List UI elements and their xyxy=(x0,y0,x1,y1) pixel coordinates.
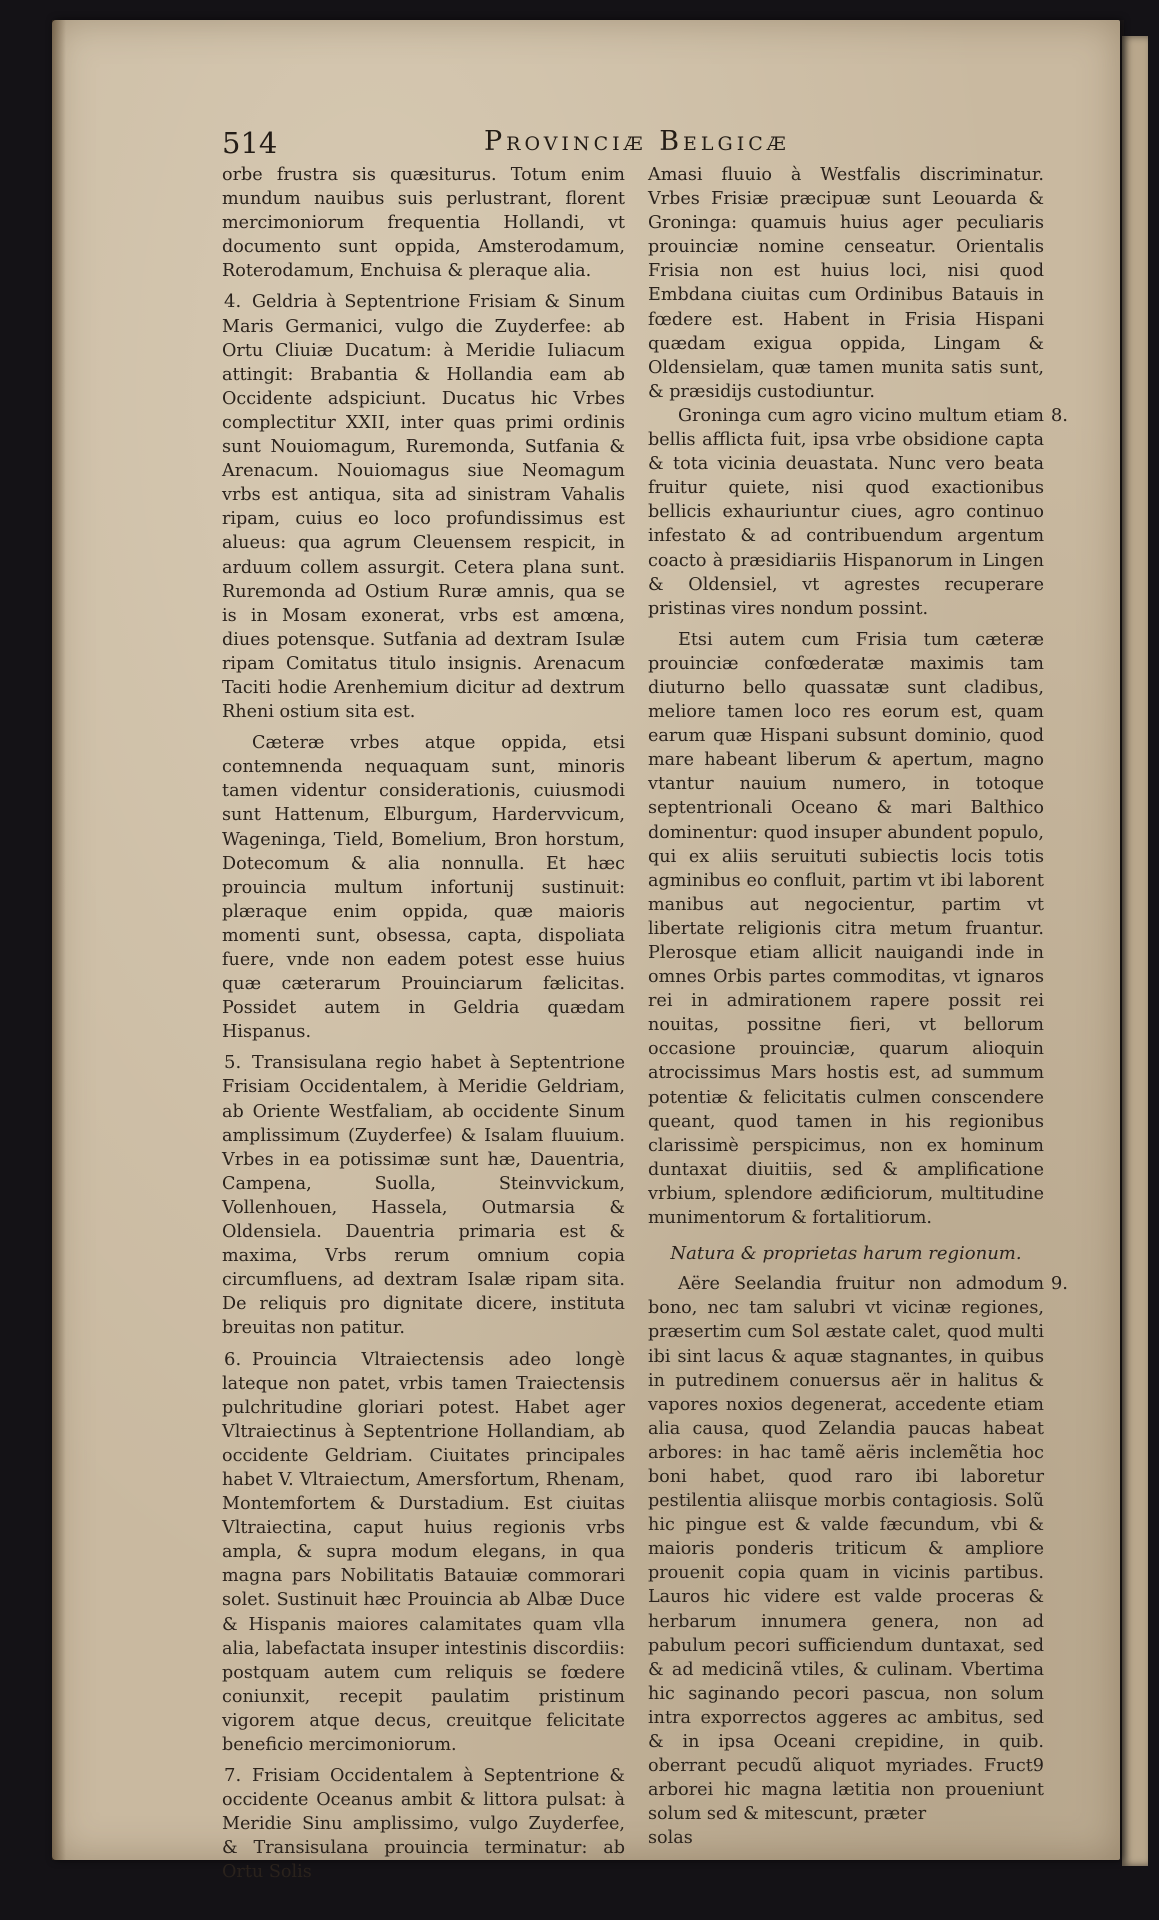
catchword: solas xyxy=(648,1828,693,1849)
left-column xyxy=(222,163,625,1885)
running-title: Provinciæ Belgicæ xyxy=(484,126,790,157)
paragraph: Cæteræ vrbes atque oppida, etsi contemnenda nequaquam sunt, minoris tamen videntur considerationis, cuiusmodi sunt Hattenum, Elburgum, Hardervvicum, Wageninga, Tield, Bomelium, Bron horstum, Dotecomum & alia nonnulla. Et hæc prouincia multum infortunij sustinuit: plæraque enim oppida, quæ maioris momenti sunt, obsessa, capta, dispoliata fuere, vnde non eadem potest esse huius quæ cæterarum Prouinciarum fælicitas. Possidet autem in Geldria quædam Hispanus. xyxy=(222,733,625,1043)
paragraph-8: 8. Groninga cum agro vicino multum etiam bellis afflicta fuit, ipsa vrbe obsidione capta & tota vicinia deuastata. Nunc vero beata fruitur quiete, nisi quod exactionibus bellicis exhauriuntur ciues, agro continuo infestato & ad contribuendum argentum coacto à præsidiariis Hispanorum in Lingen & Oldensiel, vt agrestes recuperare pristinas vires nondum possint. xyxy=(648,404,1068,619)
page-number: 514 xyxy=(222,126,278,160)
paragraph: orbe frustra sis quæsiturus. Totum enim mundum nauibus suis perlustrant, florent mercimoniorum frequentia Hollandi, vt documento sunt oppida, Amsterodamum, Roterodamum, Enchuisa & pleraque alia. xyxy=(222,165,625,282)
paragraph-number: 5. xyxy=(224,1052,242,1074)
paragraph-7: 7. Frisiam Occidentalem à Septentrione & occidente Oceanus ambit & littora pulsat: à Meridie Sinu amplissimo, vulgo Zuyderfee, & Transisulana prouincia terminatur: ab Ortu Solis xyxy=(222,1764,625,1884)
page-header xyxy=(222,126,1062,166)
paragraph-9: 9. Aëre Seelandia fruitur non admodum bono, nec tam salubri vt vicinæ regiones, præsertim cum Sol æstate calet, quod multi ibi sint lacus & aquæ stagnantes, in quibus in putredinem conuersus aër in halitus & vapores noxios degenerat, accedente etiam alia causa, quod Zelandia paucas habeat arbores: in hac tamẽ aëris inclemẽtia hoc boni habet, quod raro ibi laboretur pestilentia aliisque morbis contagiosis. Solũ hic pingue est & valde fæcundum, vbi & maioris ponderis triticum & ampliore prouenit copia quam in vicinis partibus. Lauros hic videre est valde proceras & herbarum innumera genera, non ad pabulum pecori sufficiendum duntaxat, sed & ad medicinã vtiles, & culinam. Vbertima hic saginando pecori pascua, non solum intra exporrectos aggeres ac ambitus, sed & in ipsa Oceani crepidine, in quib. oberrant pecudũ aliquot myriades. Fruct9 arborei hic magna lætitia non proueniunt solum sed & mitescunt, præter xyxy=(648,1273,1068,1825)
page-shadow xyxy=(52,20,66,1860)
section-heading: Natura & proprietas harum regionum. xyxy=(670,1243,1022,1265)
paragraph: Amasi fluuio à Westfalis discriminatur. Vrbes Frisiæ præcipuæ sunt Leouarda & Groninga: quamuis huius ager peculiaris prouinciæ nomine censeatur. Orientalis Frisia non est huius loci, nisi quod Embdana ciuitas cum Ordinibus Batauis in fœdere est. Habent in Frisia Hispani quædam exigua oppida, Lingam & Oldensielam, quæ tamen munita satis sunt, & præsidijs custodiuntur. xyxy=(648,165,1044,402)
paragraph-number: 6. xyxy=(224,1348,242,1370)
paragraph-4: 4. Geldria à Septentrione Frisiam & Sinum Maris Germanici, vulgo die Zuyderfee: ab Ortu Cliuiæ Ducatum: à Meridie Iuliacum attingit: Brabantia & Hollandia eam ab Occidente adspiciunt. Ducatus hic Vrbes complectitur XXII, inter quas primi ordinis sunt Nouiomagum, Ruremonda, Sutfania & Arenacum. Nouiomagus siue Neomagum vrbs est antiqua, sita ad sinistram Vahalis ripam, cuius eo loco profundissimus est alueus: qua agrum Cleuensem respicit, in arduum collem assurgit. Cetera plana sunt. Ruremonda ad Ostium Ruræ amnis, qua se is in Mosam exonerat, vrbs est amœna, diues potensque. Sutfania ad dextram Isulæ ripam Comitatus titulo insignis. Arenacum Taciti hodie Arenhemium dicitur ad dextrum Rheni ostium sita est. xyxy=(222,290,625,724)
facing-page-edge xyxy=(1122,36,1148,1866)
paragraph-6: 6. Prouincia Vltraiectensis adeo longè lateque non patet, vrbis tamen Traiectensis pulchritudine gloriari potest. Habet ager Vltraiectinus à Septentrione Hollandiam, ab occidente Geldriam. Ciuitates principales habet V. Vltraiectum, Amersfortum, Rhenam, Montemfortem & Durstadium. Est ciuitas Vltraiectina, caput huius regionis vrbs ampla, & supra modum elegans, in qua magna pars Nobilitatis Batauiæ commorari solet. Sustinuit hæc Prouincia ab Albæ Duce & Hispanis maiores calamitates quam vlla alia, labefactata insuper intestinis discordiis: postquam autem cum reliquis se fœdere coniunxit, recepit paulatim pristinum vigorem atque decus, creuitque felicitate beneficio mercimoniorum. xyxy=(222,1348,625,1758)
paragraph: Etsi autem cum Frisia tum cæteræ prouinciæ confœderatæ maximis tam diuturno bello quassatæ sunt cladibus, meliore tamen loco res eorum est, quam earum quæ Hispani subsunt dominio, quod mare habeant liberum & apertum, magno vtantur nauium numero, in totoque septentrionali Oceano & mari Balthico dominentur: quod insuper abundent populo, qui ex aliis seruituti subiectis locis totis agminibus eo confluit, partim vt ibi laborent manibus aut negocientur, partim vt libertate religionis citra metum fruantur. Plerosque etiam allicit nauigandi inde in omnes Orbis partes commoditas, vt ignaros rei in admirationem rapere possit rei nouitas, possitne fieri, vt bellorum occasione prouinciæ, quarum alioquin atrocissimus Mars hostis est, ad summum potentiæ & felicitatis culmen conscendere queant, quod tamen in his regionibus clarissimè perspicimus, non ex hominum duntaxat diuitiis, sed & amplificatione vrbium, splendore ædificiorum, multitudine munimentorum & fortalitiorum. xyxy=(648,629,1044,1229)
paragraph-number: 8. xyxy=(1050,404,1068,426)
right-column xyxy=(648,163,1068,1850)
paragraph-number: 7. xyxy=(224,1765,242,1787)
paragraph-number: 9. xyxy=(1050,1273,1068,1295)
paragraph-5: 5. Transisulana regio habet à Septentrione Frisiam Occidentalem, à Meridie Geldriam, ab Oriente Westfaliam, ab occidente Sinum amplissimum (Zuyderfee) & Isalam fluuium. Vrbes in ea potissimæ sunt hæ, Dauentria, Campena, Suolla, Steinvvickum, Vollenhouen, Hassela, Outmarsia & Oldensiela. Dauentria primaria est & maxima, Vrbs rerum omnium copia circumfluens, ad dextram Isalæ ripam sita. De reliquis pro dignitate dicere, instituta breuitas non patitur. xyxy=(222,1051,625,1340)
paragraph-number: 4. xyxy=(224,291,242,313)
